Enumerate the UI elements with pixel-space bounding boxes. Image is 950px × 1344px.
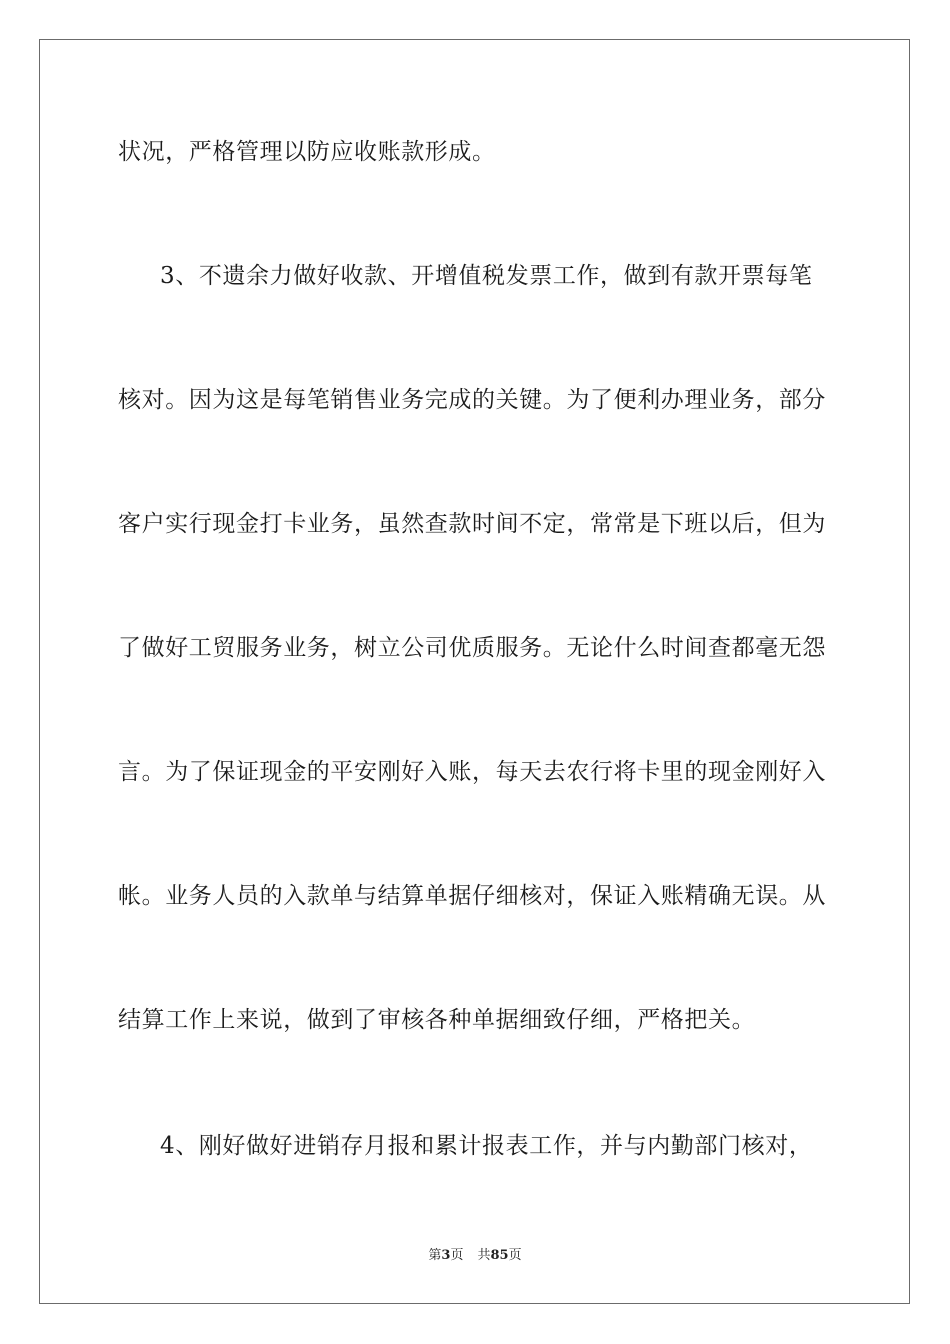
page-number: 3 [441, 1248, 451, 1263]
page-footer [0, 1247, 950, 1265]
total-prefix: 共 [477, 1248, 491, 1263]
text-line: 帐。业务人员的入款单与结算单据仔细核对，保证入账精确无误。从 [118, 883, 826, 909]
text-line: 客户实行现金打卡业务，虽然查款时间不定，常常是下班以后，但为 [118, 511, 826, 537]
text-line: 结算工作上来说，做到了审核各种单据细致仔细，严格把关。 [118, 1007, 756, 1033]
text-line: 核对。因为这是每笔销售业务完成的关键。为了便利办理业务，部分 [118, 387, 826, 413]
page-prefix: 第 [428, 1248, 442, 1263]
text-line: 言。为了保证现金的平安刚好入账，每天去农行将卡里的现金刚好入 [118, 759, 826, 785]
total-suffix: 页 [508, 1248, 522, 1263]
paragraph-3-start: 3、不遗余力做好收款、开增值税发票工作，做到有款开票每笔 [160, 263, 813, 289]
text-line: 了做好工贸服务业务，树立公司优质服务。无论什么时间查都毫无怨 [118, 635, 826, 661]
text-line: 状况，严格管理以防应收账款形成。 [118, 139, 496, 165]
paragraph-4-start: 4、刚好做好进销存月报和累计报表工作，并与内勤部门核对， [160, 1133, 813, 1159]
page-suffix: 页 [450, 1248, 464, 1263]
total-pages: 85 [490, 1248, 509, 1263]
page-border [39, 39, 910, 1304]
